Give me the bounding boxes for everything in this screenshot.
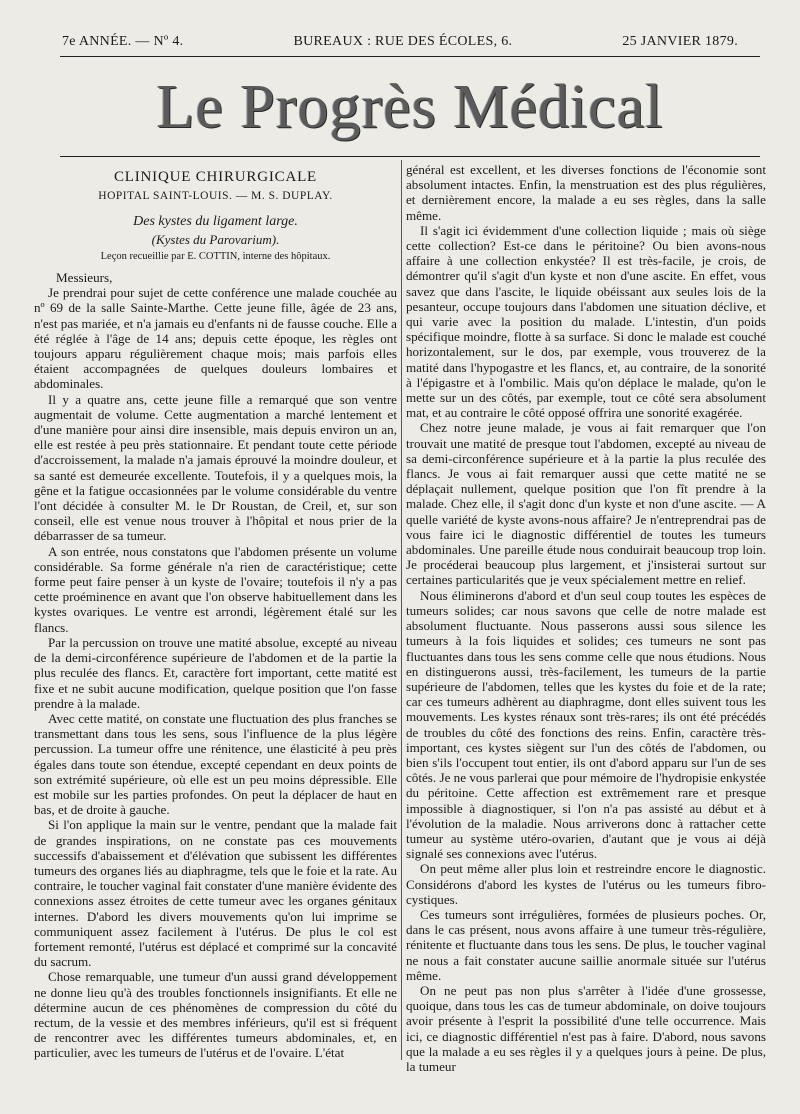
paragraph: Avec cette matité, on constate une fluctuation des plus franches se transmettant dans tous les sens, sous l'influence de la plus légère percussion. La tumeur offre une rénitence, une élasticité à peu près égales dans toute son étendue, excepté cependant en deux points de son extrémité supérieure, où elle est un peu moins dépressible. Elle est mobile sur les parties profondes. On peut la déplacer de haut en bas, et de droite à gauche. — [34, 710, 397, 818]
issue-date: 25 JANVIER 1879. — [622, 34, 738, 49]
hospital-line: HOPITAL SAINT-LOUIS. — M. S. DUPLAY. — [98, 190, 333, 203]
paragraph: Si l'on applique la main sur le ventre, pendant que la malade fait de grandes inspirations, on ne constate pas ces mouvements successifs d'abaissement et d'élévation que subissent les différentes tumeurs des organes liés au diaphragme, tels que le foie et la rate. Au contraire, le toucher vaginal fait constater d'une manière évidente des connexions assez étroites de cette tumeur avec les organes génitaux internes. D'abord les divers mouvements qu'on lui imprime se communiquent assez facilement à l'utérus. De plus le col est fortement remonté, l'utérus est déplacé et comprimé sur la concavité du sacrum. — [34, 817, 397, 970]
column-divider — [401, 160, 402, 1060]
paragraph: général est excellent, et les diverses fonctions de l'économie sont absolument intactes. Enfin, la menstruation est des plus régulières, et dernièrement encore, la malade a eu ses règles, dans la salle même. — [406, 162, 766, 223]
lesson-note: Leçon recueillie par E. COTTIN, interne des hôpitaux. — [100, 250, 331, 262]
paragraph: Je prendrai pour sujet de cette conférence une malade couchée au nº 69 de la salle Sainte-Marthe. Cette jeune fille, âgée de 23 ans, n'est pas mariée, et n'a jamais eu d'enfants ni de fausse couche. Elle a été réglée à l'âge de 14 ans; depuis cette époque, les règles ont toujours apparu régulièrement chaque mois; mais parfois elles étaient accompagnées de quelques douleurs lombaires et abdominales. — [34, 285, 397, 392]
right-column — [406, 162, 766, 1074]
greeting: Messieurs, — [56, 270, 113, 286]
paragraph: A son entrée, nous constatons que l'abdomen présente un volume considérable. Sa forme générale n'a rien de caractéristique; cette forme peut faire penser à un kyste de l'ovaire; toutefois il n'y a pas cette proéminence en avant que l'on observe habituellement dans les kystes ovariques. Le ventre est arrondi, légèrement étalé sur les flancs. — [34, 543, 397, 635]
bureaux-address: BUREAUX : RUE DES ÉCOLES, 6. — [293, 34, 513, 49]
left-column — [34, 162, 397, 1062]
paragraph: Il y a quatre ans, cette jeune fille a remarqué que son ventre augmentait de volume. Cette augmentation a marché lentement et d'une manière pour ainsi dire insensible, mais depuis environ un an, elle est restée à peu près stationnaire. Et pendant toute cette période d'accroissement, la malade n'a jamais éprouvé la moindre douleur, et sa santé est demeurée excellente. Toutefois, il y a quelques mois, la gêne et la fatigue occasionnées par le volume considérable du ventre l'ont décidée à consulter M. le Dr Roustan, de Creil, et, sur son conseil, elle est venue nous trouver à l'hôpital et nous prier de la débarrasser de sa tumeur. — [34, 391, 397, 544]
lesson-subtitle: (Kystes du Parovarium). — [151, 231, 280, 247]
issue-number: 7e ANNÉE. — Nº 4. — [62, 34, 184, 49]
paragraph: Nous éliminerons d'abord et d'un seul coup toutes les espèces de tumeurs solides; car nous savons que celle de notre malade est absolument fluctuante. Nous passerons aussi sous silence les tumeurs à la fois liquides et solides; ces tumeurs ne sont pas fluctuantes dans tous les sens comme celle que nous étudions. Nous en distinguerons aussi, très-facilement, les tumeurs de la partie supérieure de l'abdomen, telles que les kystes du foie et de la rate; car ces tumeurs adhèrent au diaphragme, dont elles suivent tous les mouvements. Les kystes rénaux sont très-rares; ils ont été précédés de troubles du côté des fonctions des reins. Enfin, caractère très-important, ces kystes siègent sur l'un des côtés de l'abdomen, ou bien s'ils l'occupent tout entier, ils ont d'abord apparu sur l'un de ses côtés. Je ne vous parlerai que pour mémoire de l'hydropisie enkystée du péritoine. Cette affection est extrêmement rare et presque impossible à diagnostiquer, si l'on n'a pas assisté au début et à l'évolution de la maladie. Nous arriverons donc à rattacher cette tumeur au système utéro-ovarien, d'autant que je vous ai déjà signalé ses connexions avec l'utérus. — [406, 587, 766, 862]
header-rule — [60, 56, 760, 57]
paragraph: Chose remarquable, une tumeur d'un aussi grand développement ne donne lieu qu'à des troubles fonctionnels insignifiants. Et elle ne détermine aucun de ces phénomènes de compression du côté du rectum, de la vessie et des membres inférieurs, qu'il est si fréquent de rencontrer avec les différentes tumeurs abdominales, et, en particulier, avec les tumeurs de l'utérus et de l'ovaire. L'état — [34, 969, 397, 1061]
paragraph: On peut même aller plus loin et restreindre encore le diagnostic. Considérons d'abord les kystes de l'utérus ou les tumeurs fibro-cystiques. — [406, 861, 766, 907]
paragraph: Chez notre jeune malade, je vous ai fait remarquer que l'on trouvait une matité de presque tout l'abdomen, excepté au niveau de sa demi-circonférence supérieure et à la partie la plus reculée des flancs. Je vous ai fait remarquer aussi que cette matité ne se déplaçait nullement, quelque position que l'on fît prendre à la malade. Chez elle, il s'agit donc d'un kyste et non d'une ascite. — A quelle variété de kyste avons-nous affaire? Je n'entreprendrai pas de vous faire ici le diagnostic différentiel de toutes les tumeurs abdominales. Une pareille étude nous conduirait beaucoup trop loin. Je procéderai beaucoup plus largement, et j'insisterai surtout sur certaines particularités que je veux spécialement mettre en relief. — [406, 420, 766, 588]
lesson-title: Des kystes du ligament large. — [133, 214, 298, 230]
masthead-title: Le Progrès Médical — [156, 73, 664, 141]
paragraph: Par la percussion on trouve une matité absolue, excepté au niveau de la demi-circonférence supérieure de l'abdomen et de la partie la plus reculée des flancs. Et, caractère fort important, cette matité est fixe et ne subit aucune modification, quelque position que l'on fasse prendre à la malade. — [34, 634, 397, 711]
header-line — [62, 34, 738, 50]
section-rubric: CLINIQUE CHIRURGICALE — [113, 169, 318, 185]
paragraph: Il s'agit ici évidemment d'une collection liquide ; mais où siège cette collection? Est-ce dans le péritoine? Ou bien avons-nous affaire à une collection enkystée? Il est très-facile, je crois, de démontrer qu'il s'agit d'un kyste et non d'une ascite. En effet, vous savez que dans l'ascite, le liquide obéissant aux seules lois de la pesanteur, occupe toujours dans l'abdomen une situation déclive, et qui varie avec la position du malade. L'intestin, d'un poids spécifique moindre, flotte à sa surface. Si donc le malade est couché horizontalement, sur le dos, par exemple, vous trouverez de la matité dans l'hypogastre et les flancs, et, au contraire, de la sonorité à l'épigastre et à l'ombilic. Mais qu'on déplace le malade, qu'on le mette sur un des côtés, par exemple, tout ce côté sera absolument mat, et au contraire le côté opposé offrira une sonorité exagérée. — [406, 222, 766, 421]
paragraph: Ces tumeurs sont irrégulières, formées de plusieurs poches. Or, dans le cas présent, nous avons affaire à une tumeur très-régulière, rénitente et fluctuante dans tous les sens. De plus, le toucher vaginal ne nous a fait constater aucune saillie anormale située sur l'utérus même. — [406, 906, 766, 983]
masthead-rule — [60, 156, 760, 157]
paragraph: On ne peut pas non plus s'arrêter à l'idée d'une grossesse, quoique, dans tous les cas de tumeur abdominale, on doive toujours avoir présente à l'esprit la possibilité d'une telle occurrence. Mais ici, ce diagnostic différentiel n'est pas à faire. D'abord, nous savons que la malade a eu ses règles il y a quelques jours à peine. De plus, la tumeur — [406, 982, 766, 1074]
